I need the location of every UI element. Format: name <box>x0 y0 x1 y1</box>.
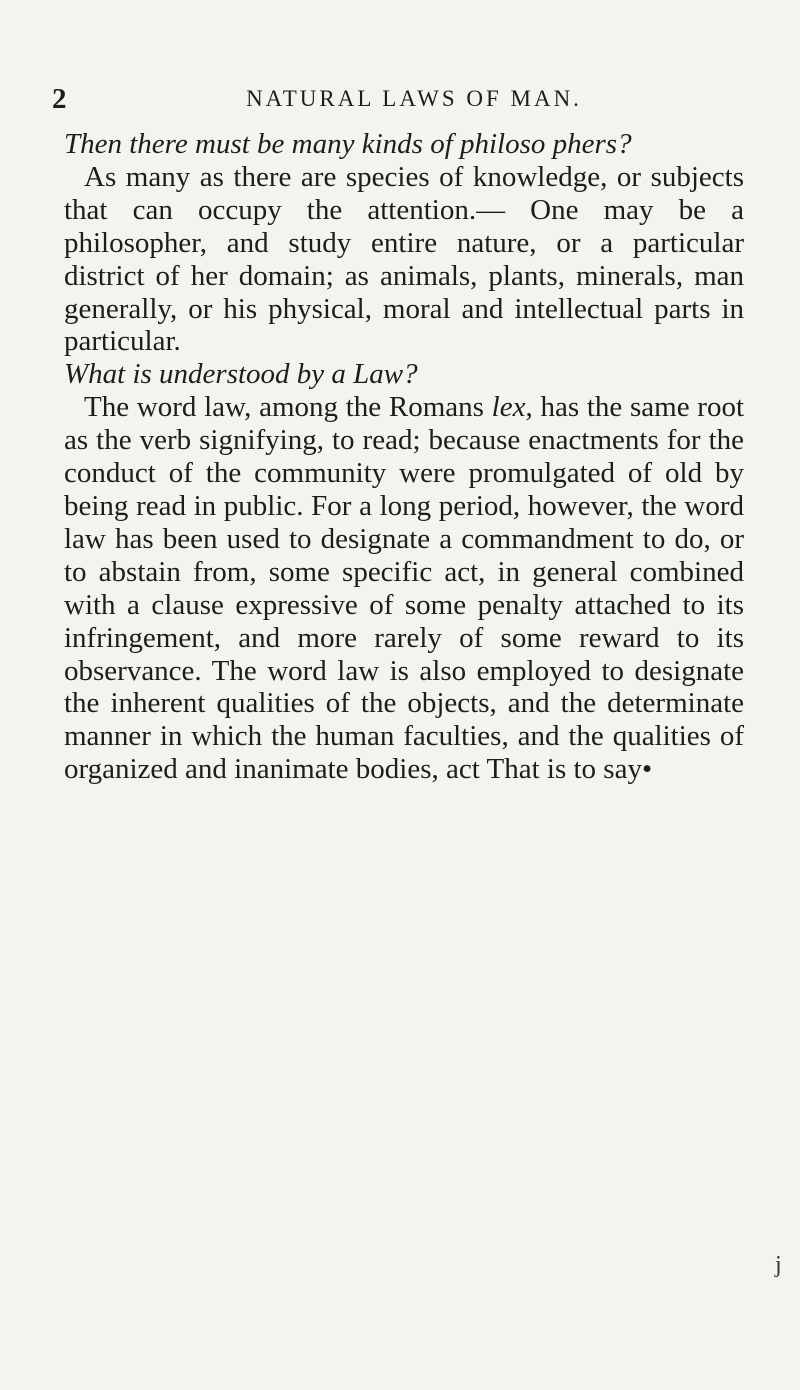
running-head <box>52 82 748 116</box>
answer-law <box>64 391 744 786</box>
answer-law-part1: The word law, among the Romans <box>84 391 492 424</box>
page-number: 2 <box>52 83 67 115</box>
answer-law-part2: , has the same root as the verb signifying, to read; because enactments for the conduct of the community were promulgated of old by being read in public. For a long period, however, the word law has been used to designate a commandment to do, or to abstain from, some specific act, in general combined with a clause expressive of some penalty attached to its infringement, and more rarely of some reward to its observance. The word law is also employed to designate the inherent qualities of the objects, and the determinate manner in which the human faculties, and the qualities of organized and inanimate bodies, act That is to say• <box>64 391 745 786</box>
running-title: NATURAL LAWS OF MAN. <box>246 86 582 111</box>
stray-mark: j <box>775 1252 782 1278</box>
answer-philosophers: As many as there are species of knowledge, or subjects that can occupy the attention.— One may be a philosopher, and study entire nature, or a particular district of her domain; as animals, plants, minerals, man generally, or his physical, moral and intellectual parts in particular. <box>64 160 744 358</box>
question-philosophers: Then there must be many kinds of philoso phers? <box>64 128 632 160</box>
question-law: What is understood by a Law? <box>64 358 418 391</box>
body-text <box>64 128 744 786</box>
latin-term-lex: lex <box>491 391 526 424</box>
